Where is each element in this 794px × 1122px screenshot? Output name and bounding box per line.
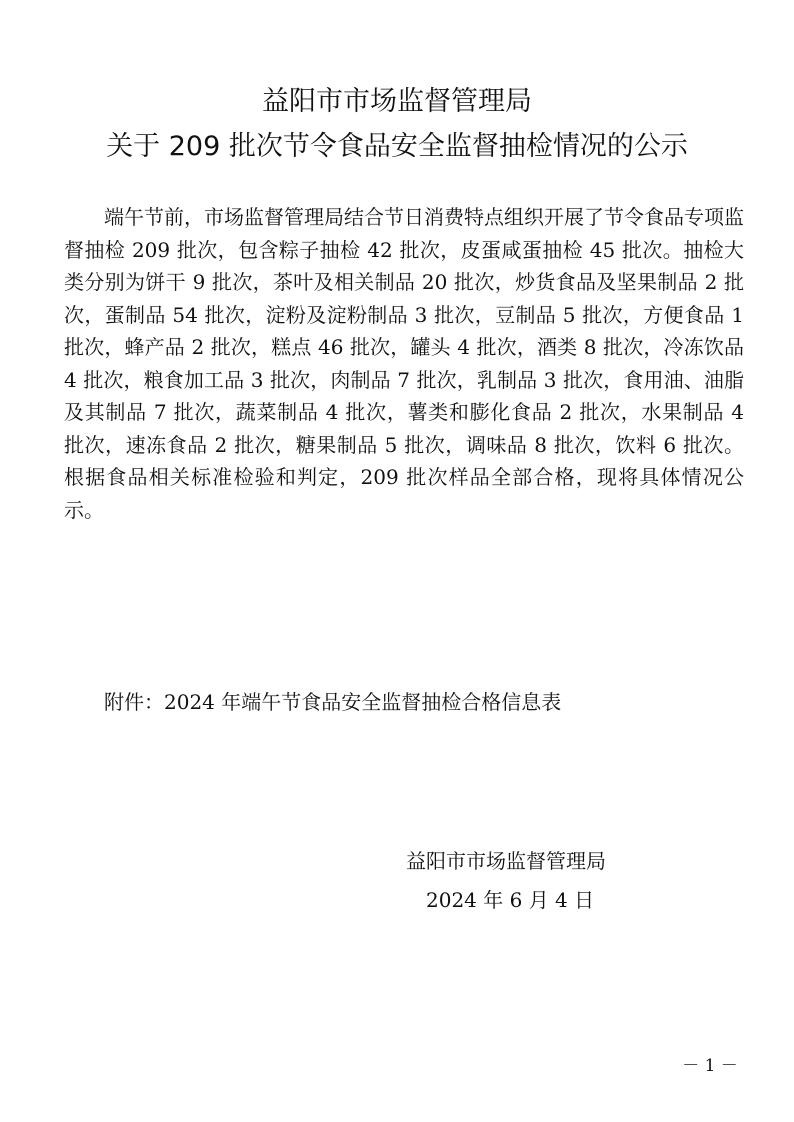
signature-date: 2024 年 6 月 4 日 [426,888,595,912]
body-paragraph: 端午节前，市场监督管理局结合节日消费特点组织开展了节令食品专项监督抽检 209 批次，包含粽子抽检 42 批次，皮蛋咸蛋抽检 45 批次。抽检大类分别为饼干 9 批次，茶叶及相关制品 20 批次，炒货食品及坚果制品 2 批次，蛋制品 54 批次，淀粉及淀粉制品 3 批次，豆制品 5 批次，方便食品 1 批次，蜂产品 2 批次，糕点 46 批次，罐头 4 批次，酒类 8 批次，冷冻饮品 4 批次，粮食加工品 3 批次，肉制品 7 批次，乳制品 3 批次，食用油、油脂及其制品 7 批次，蔬菜制品 4 批次，薯类和膨化食品 2 批次，水果制品 4 批次，速冻食品 2 批次，糖果制品 5 批次，调味品 8 批次，饮料 6 批次。根据食品相关标准检验和判定，209 批次样品全部合格，现将具体情况公示。 [64,205,744,522]
attachment-line: 附件：2024 年端午节食品安全监督抽检合格信息表 [104,690,562,714]
page-number: － 1 － [682,1056,738,1076]
document-title-line1: 益阳市市场监督管理局 [262,86,532,117]
document-title-line2: 关于 209 批次节令食品安全监督抽检情况的公示 [106,131,688,162]
signature-organization: 益阳市市场监督管理局 [406,849,606,873]
